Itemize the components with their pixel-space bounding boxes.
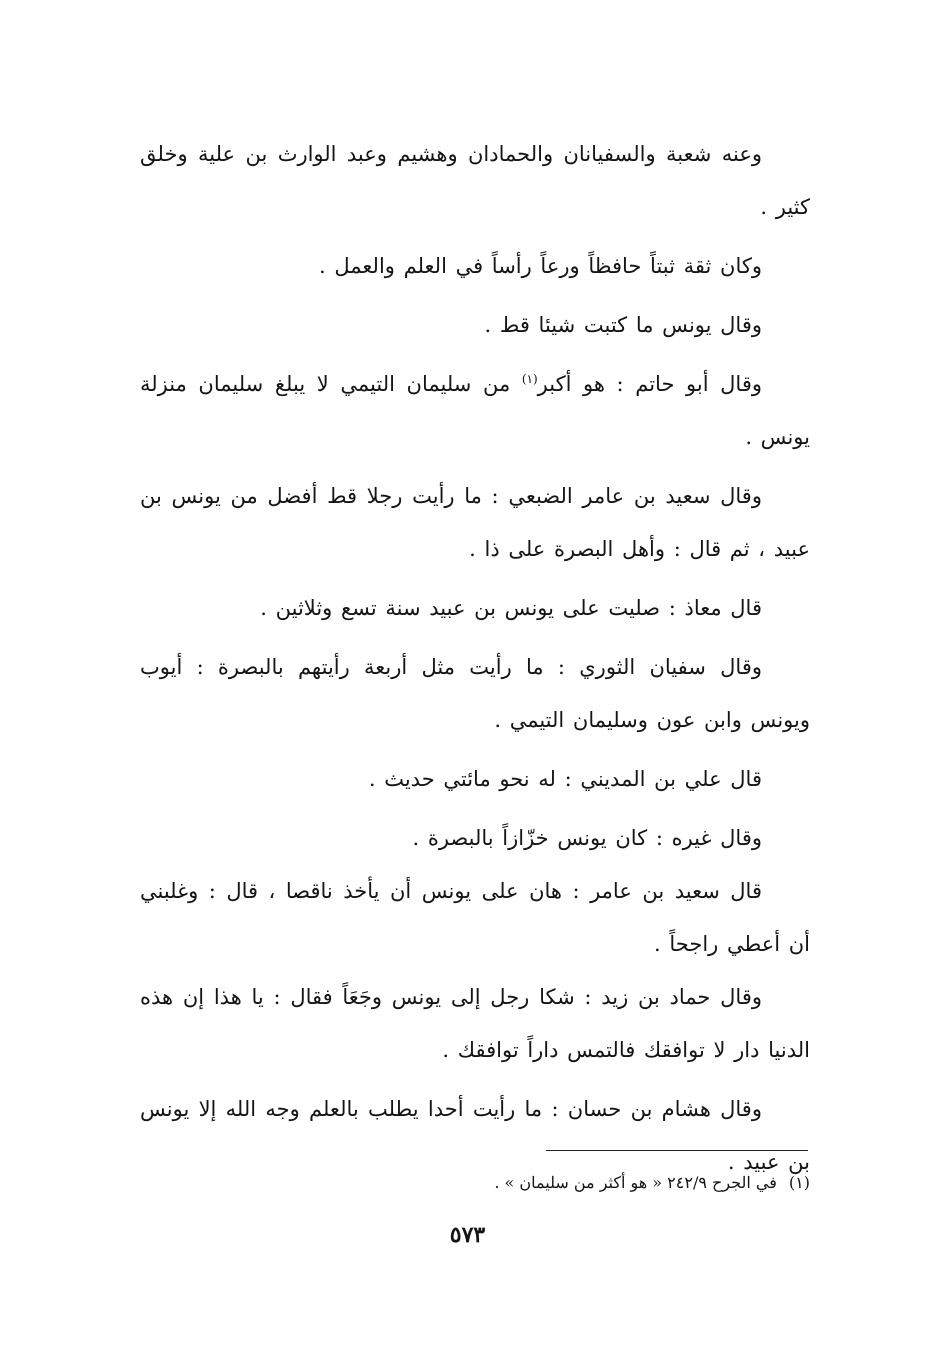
paragraph-10: قال سعيد بن عامر : هان على يونس أن يأخذ ناقصا ، قال : وغلبني أن أعطي راجحاً . bbox=[140, 879, 810, 956]
paragraph-3: وقال يونس ما كتبت شيئا قط . bbox=[484, 313, 762, 337]
paragraph-4-start: وقال أبو حاتم : هو أكبر bbox=[537, 372, 762, 396]
page-number: ٥٧٣ bbox=[449, 1222, 486, 1248]
footnote-divider bbox=[546, 1150, 808, 1151]
footnote-number: (١) bbox=[788, 1173, 810, 1192]
paragraph-8: قال علي بن المديني : له نحو مائتي حديث . bbox=[368, 767, 762, 791]
paragraph-4 bbox=[140, 358, 810, 464]
footnote-reference: (١) bbox=[521, 372, 538, 386]
paragraph-2: وكان ثقة ثبتاً حافظاً ورعاً رأساً في العلم والعمل . bbox=[319, 254, 762, 278]
paragraph-7: وقال سفيان الثوري : ما رأيت مثل أربعة رأيتهم بالبصرة : أيوب ويونس وابن عون وسليمان التيمي . bbox=[140, 655, 810, 732]
paragraph-4-end: من سليمان التيمي لا يبلغ سليمان منزلة يونس . bbox=[140, 372, 810, 449]
paragraph-6: قال معاذ : صليت على يونس بن عبيد سنة تسع وثلاثين . bbox=[260, 596, 762, 620]
paragraph-12: وقال هشام بن حسان : ما رأيت أحدا يطلب بالعلم وجه الله إلا يونس بن عبيد . bbox=[140, 1097, 810, 1174]
footnote bbox=[140, 1168, 810, 1198]
paragraph-1: وعنه شعبة والسفيانان والحمادان وهشيم وعبد الوارث بن علية وخلق كثير . bbox=[140, 142, 810, 219]
footnote-text: في الجرح ٢٤٢/٩ « هو أكثر من سليمان » . bbox=[494, 1173, 777, 1192]
paragraph-5: وقال سعيد بن عامر الضبعي : ما رأيت رجلا قط أفضل من يونس بن عبيد ، ثم قال : وأهل البصرة على ذا . bbox=[140, 484, 810, 561]
paragraph-11: وقال حماد بن زيد : شكا رجل إلى يونس وجَعَاً فقال : يا هذا إن هذه الدنيا دار لا توافقك فالتمس داراً توافقك . bbox=[140, 985, 810, 1062]
paragraph-9: وقال غيره : كان يونس خزّازاً بالبصرة . bbox=[412, 826, 762, 850]
main-text bbox=[140, 128, 810, 1195]
